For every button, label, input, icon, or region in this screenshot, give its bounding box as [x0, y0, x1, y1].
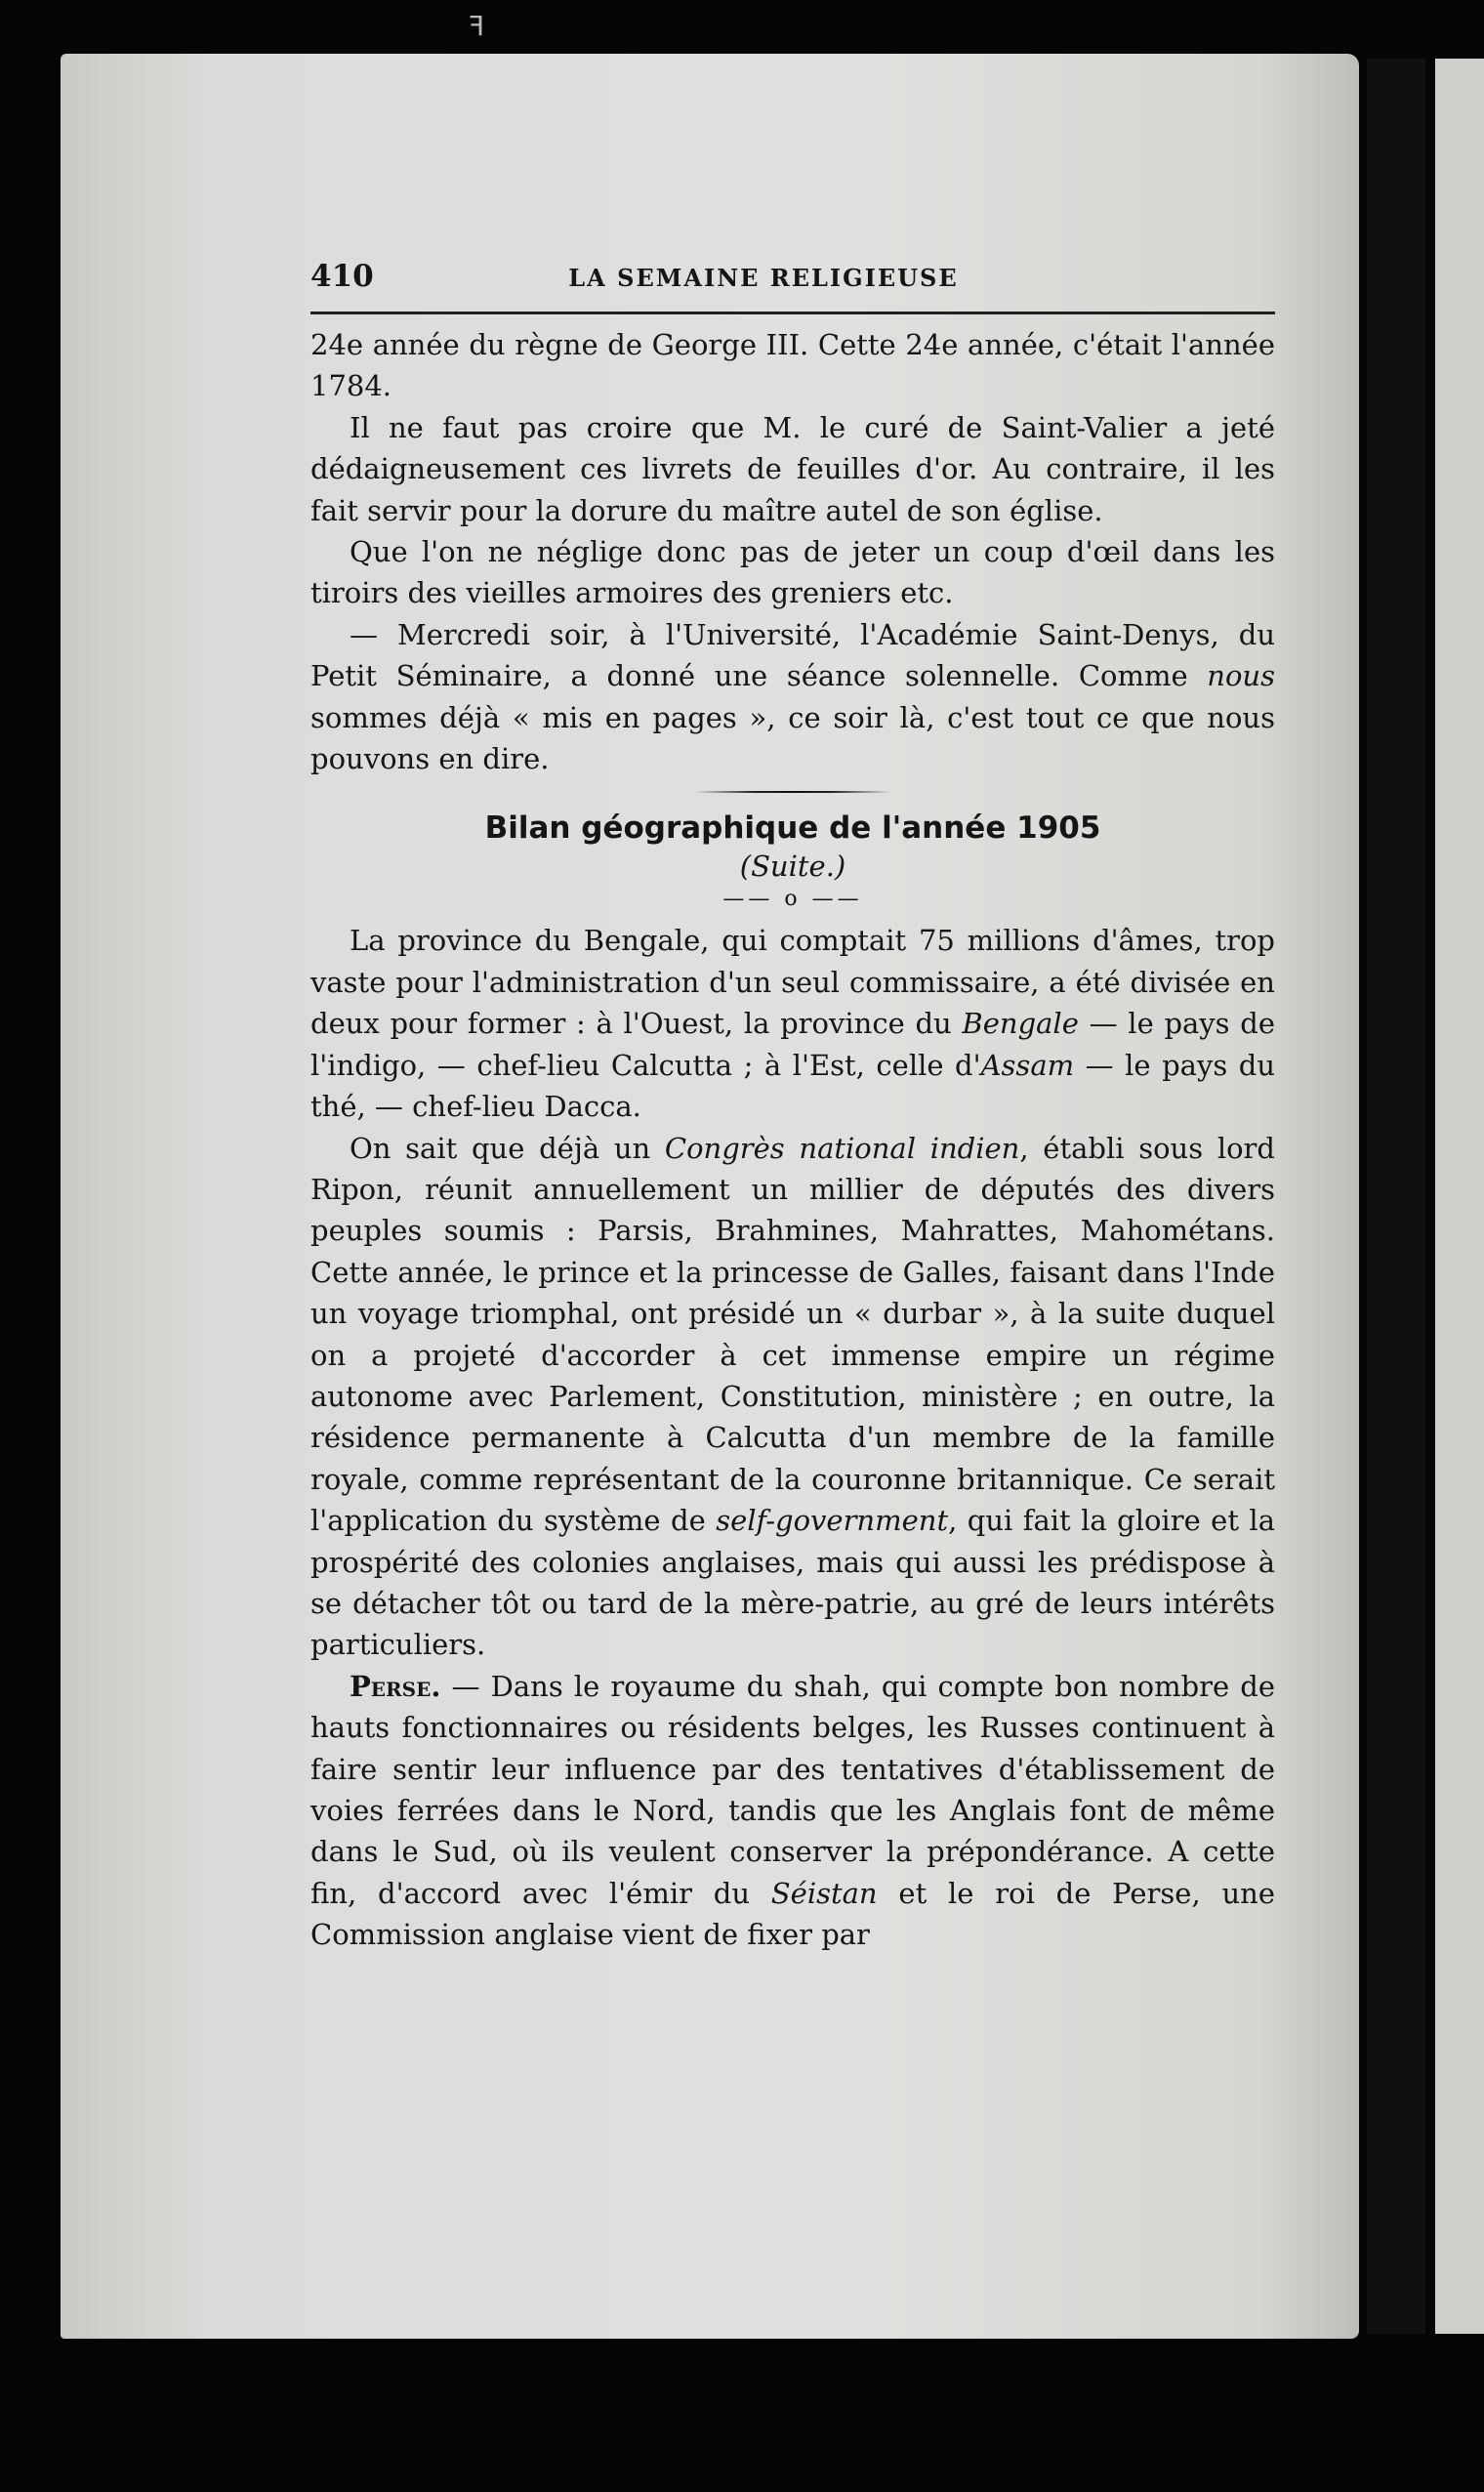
- article-p1-text-e: — le pays du thé, — chef-lieu Dacca.: [310, 1048, 1276, 1124]
- paragraph-1: 24e année du règne de George III. Cette 24e année, c'était l'année 1784.: [310, 328, 1275, 403]
- section-ornament: [310, 781, 1275, 803]
- page-gutter: [1367, 59, 1425, 2334]
- paragraph-4-text-c: sommes déjà « mis en pages », ce soir là, c'est tout ce que nous pouvons en dire.: [310, 700, 1275, 776]
- article-paragraph-2: [310, 1128, 1275, 1666]
- article-p2-italic-self-government: self-government: [716, 1504, 949, 1538]
- article-p3-text-d: et le roi de Perse, une Commission anglaise vient de fixer par: [310, 1876, 1275, 1952]
- article-p2-text-a: On sait que déjà un: [350, 1131, 665, 1165]
- page-number: 410: [310, 259, 374, 294]
- article-p1-text-c: — le pays de l'indigo, — chef-lieu Calcutta ; à l'Est, celle d': [310, 1007, 1276, 1082]
- article-p2-text-e: , qui fait la gloire et la prospérité des colonies anglaises, mais qui aussi les prédispose à se détacher tôt ou tard de la mère-patrie, au gré de leurs intérêts particuliers.: [310, 1504, 1275, 1662]
- article-p2-text-c: , établi sous lord Ripon, réunit annuellement un millier de députés des divers peuples soumis : Parsis, Brahmines, Mahrattes, Mahométans. Cette année, le prince et la princesse de Galles, faisant dans l'Inde un voyage triomphal, ont présidé un « durbar », à la suite duquel on a projeté d'accorder à cet immense empire un régime autonome avec Parlement, Constitution, ministère ; en outre, la résidence permanente à Calcutta d'un membre de la famille royale, comme représentant de la couronne britannique. Ce serait l'application du système de: [310, 1131, 1275, 1538]
- running-head: [310, 259, 1275, 314]
- paragraph-3: Que l'on ne néglige donc pas de jeter un coup d'œil dans les tiroirs des vieilles armoires des greniers etc.: [310, 535, 1275, 610]
- article-p1-text-a: La province du Bengale, qui comptait 75 millions d'âmes, trop vaste pour l'administration d'un seul commissaire, a été divisée en deux pour former : à l'Ouest, la province du: [310, 924, 1275, 1041]
- paragraph-4-text-a: — Mercredi soir, à l'Université, l'Académie Saint-Denys, du Petit Séminaire, a donné une séance solennelle. Comme: [310, 617, 1275, 693]
- scan-artifact-mark: ꟻ: [469, 10, 485, 42]
- paragraph-4-italic: nous: [1207, 659, 1275, 693]
- article-p3-italic-seistan: Séistan: [770, 1876, 878, 1910]
- page-content: [310, 259, 1275, 1956]
- article-title: Bilan géographique de l'année 1905: [484, 810, 1101, 847]
- article-p1-italic-bengale: Bengale: [962, 1007, 1079, 1041]
- article-separator: —— o ——: [722, 887, 863, 912]
- article-p3-section-label: Perse.: [350, 1669, 441, 1703]
- article-subtitle: (Suite.): [739, 850, 846, 884]
- paragraph-2: Il ne faut pas croire que M. le curé de Saint-Valier a jeté dédaigneusement ces livrets de feuilles d'or. Au contraire, il les fait servir pour la dorure du maître autel de son église.: [310, 410, 1275, 527]
- article-paragraph-3: [310, 1666, 1275, 1956]
- article-p2-italic-congres: Congrès national indien: [664, 1131, 1020, 1165]
- paragraph-4: [310, 614, 1275, 780]
- journal-title: LA SEMAINE RELIGIEUSE: [568, 264, 959, 292]
- article-paragraph-1: [310, 920, 1275, 1127]
- article-p1-italic-assam: Assam: [980, 1048, 1075, 1082]
- article-p3-text-b: — Dans le royaume du shah, qui compte bon nombre de hauts fonctionnaires ou résidents belges, les Russes continuent à faire sentir leur influence par des tentatives d'établissement de voies ferrées dans le Nord, tandis que les Anglais font de même dans le Sud, où ils veulent conserver la prépondérance. A cette fin, d'accord avec l'émir du: [310, 1669, 1275, 1910]
- adjacent-page-edge: [1435, 59, 1484, 2334]
